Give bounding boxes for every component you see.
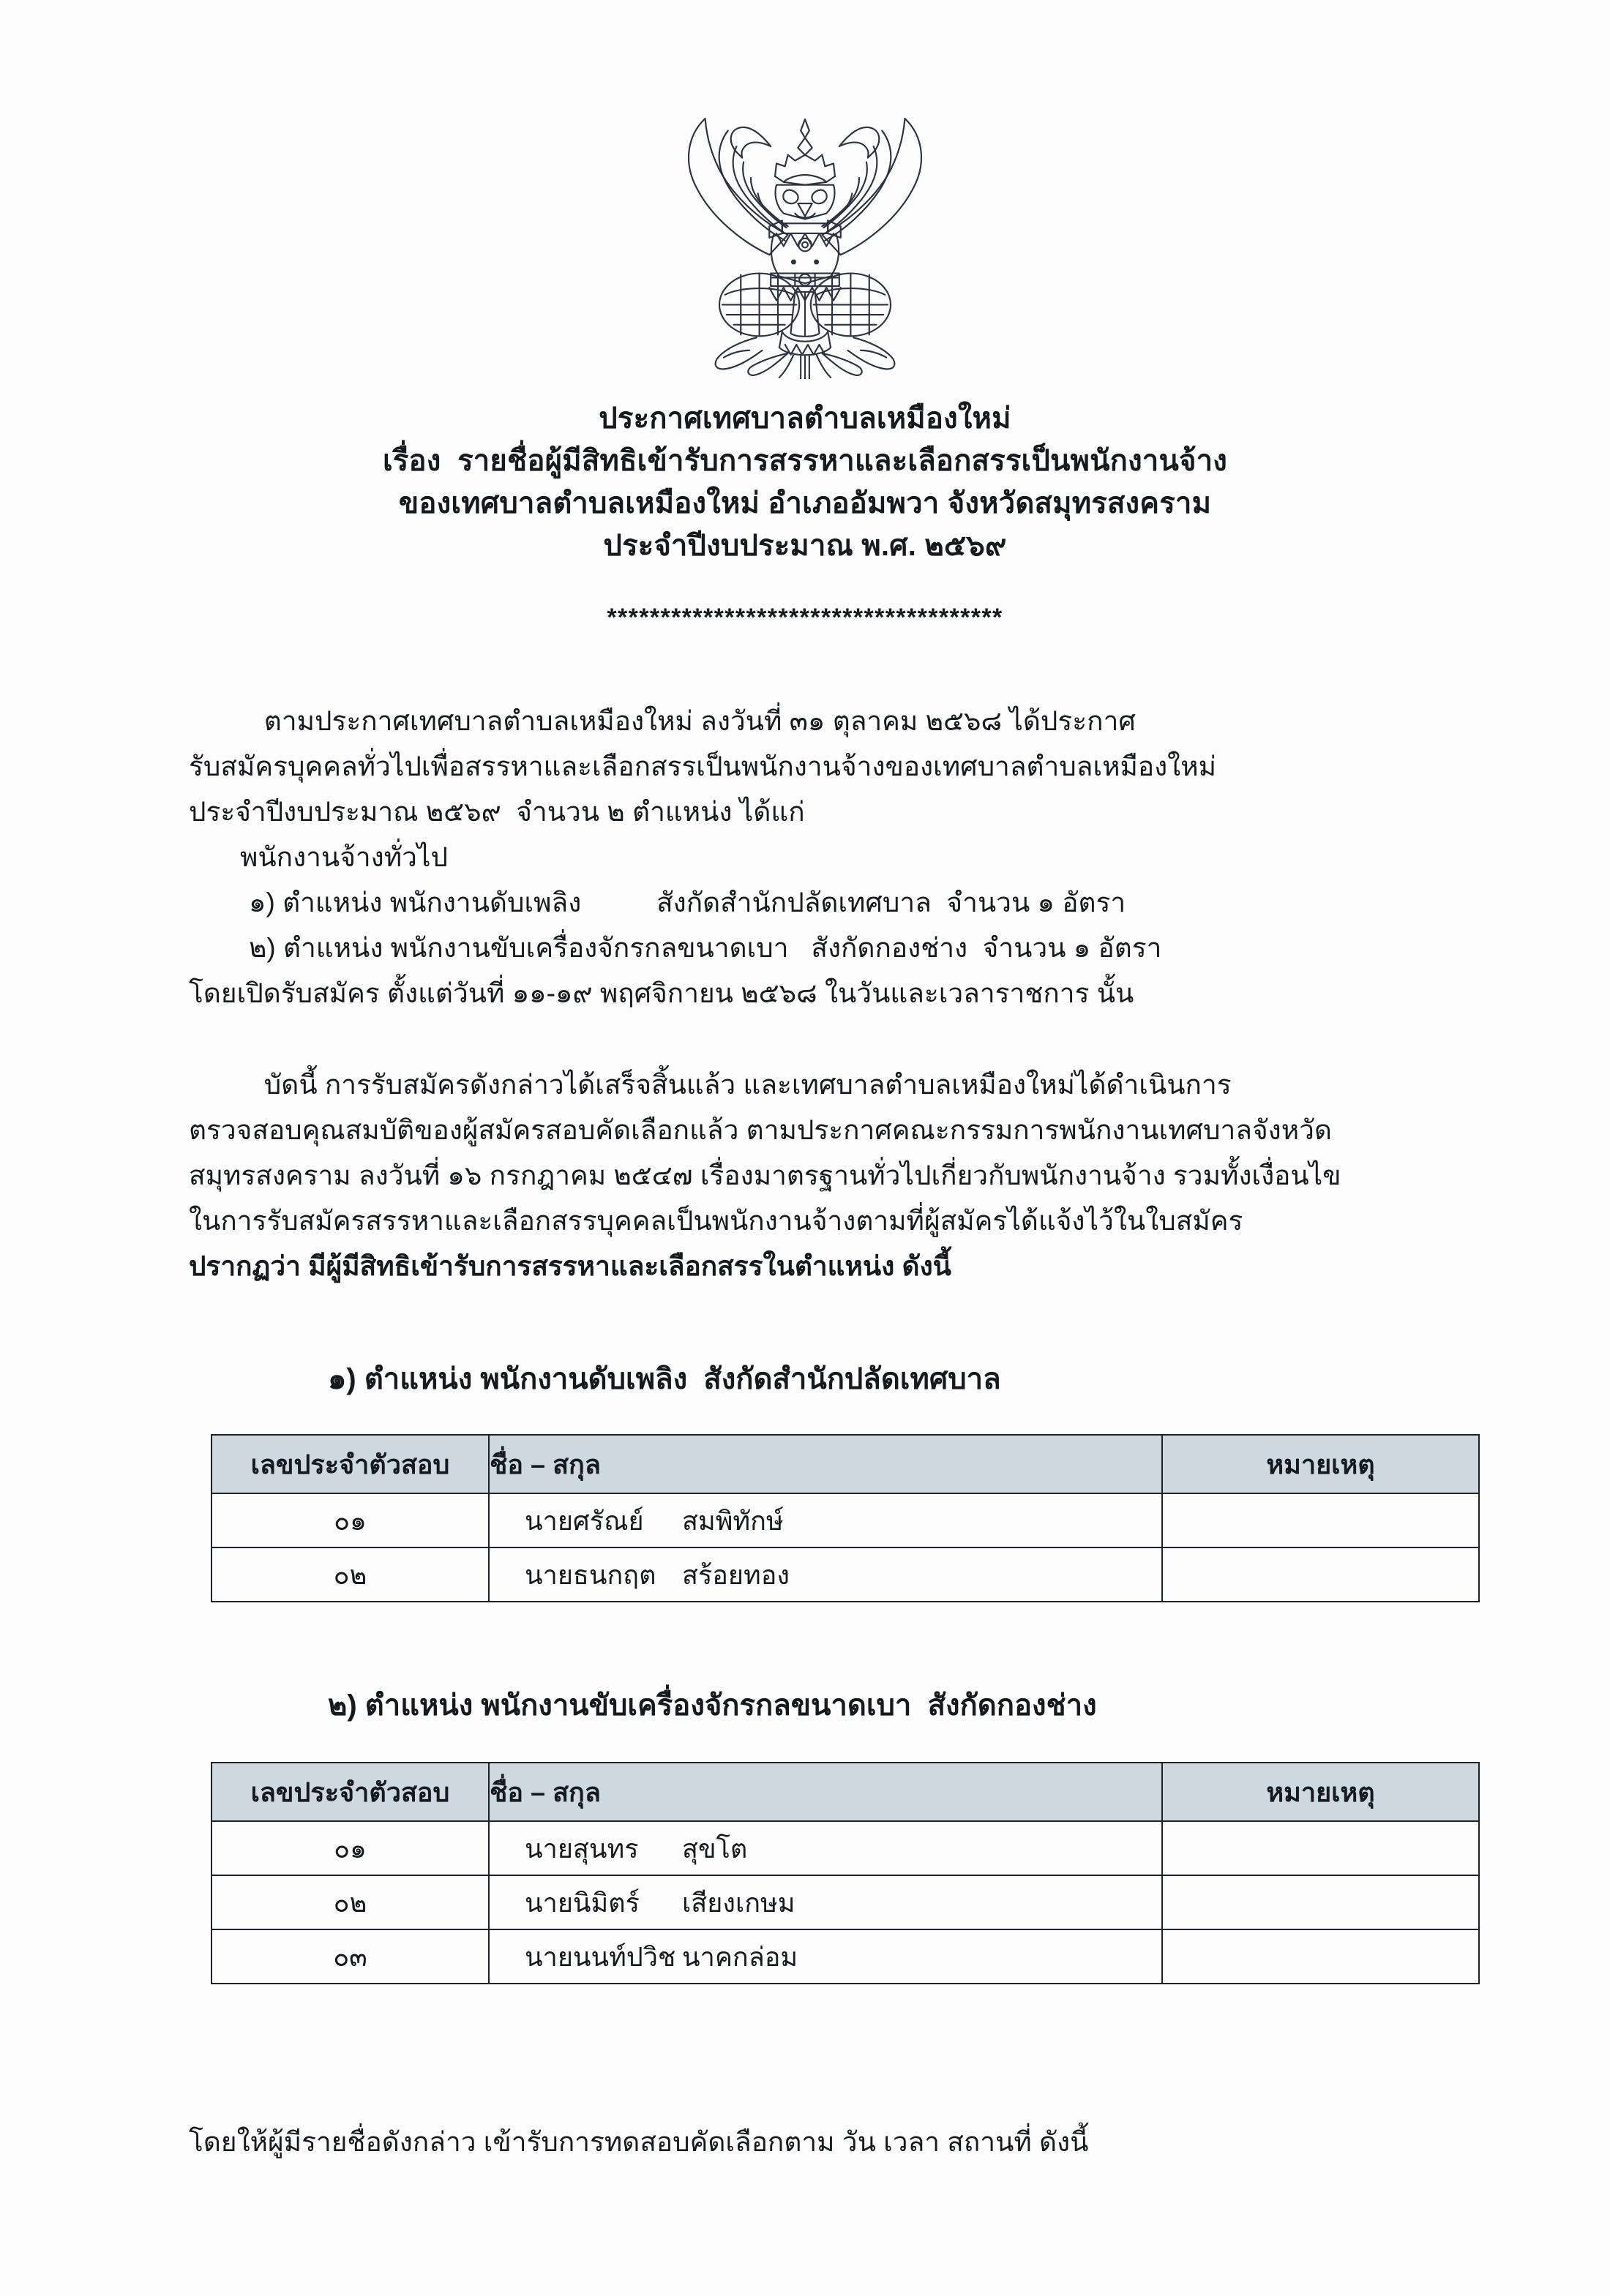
cell-remark: [1162, 1547, 1479, 1602]
paragraph-two: [189, 1062, 1477, 1289]
table-header-row: [211, 1763, 1479, 1821]
paragraph-one-line-3: ประจำปีงบประมาณ ๒๕๖๙ จำนวน ๒ ตำแหน่ง ได้แก่: [189, 797, 805, 827]
emblem-container: [0, 86, 1610, 379]
cell-last-name: สร้อยทอง: [682, 1559, 790, 1590]
cell-full-name: [489, 1493, 1162, 1547]
cell-first-name: นายนิมิตร์: [525, 1887, 640, 1918]
position-group-label: พนักงานจ้างทั่วไป: [240, 842, 449, 872]
cell-last-name: เสียงเกษม: [682, 1887, 795, 1918]
document-title-block: [0, 397, 1610, 567]
cell-exam-id: ๐๒: [211, 1875, 489, 1929]
section-two-table: [211, 1762, 1480, 1984]
paragraph-one: [189, 699, 1477, 1016]
title-line-2: เรื่อง รายชื่อผู้มีสิทธิเข้ารับการสรรหาและเลือกสรรเป็นพนักงานจ้าง: [382, 445, 1228, 477]
paragraph-two-line-2: ตรวจสอบคุณสมบัติของผู้สมัครสอบคัดเลือกแล้ว ตามประกาศคณะกรรมการพนักงานเทศบาลจังหวัด: [189, 1115, 1332, 1145]
cell-full-name: [489, 1821, 1162, 1875]
section-one-title: ๑) ตำแหน่ง พนักงานดับเพลิง สังกัดสำนักปลัดเทศบาล: [328, 1363, 1001, 1395]
cell-exam-id: ๐๑: [211, 1493, 489, 1547]
cell-remark: [1162, 1493, 1479, 1547]
paragraph-two-line-5: ปรากฏว่า มีผู้มีสิทธิเข้ารับการสรรหาและเลือกสรรในตำแหน่ง ดังนี้: [189, 1251, 951, 1281]
garuda-emblem: [662, 86, 948, 379]
table-row: [211, 1875, 1479, 1929]
table-row: [211, 1547, 1479, 1602]
column-header-remark: หมายเหตุ: [1162, 1435, 1479, 1493]
column-header-exam-id: เลขประจำตัวสอบ: [211, 1435, 489, 1493]
paragraph-two-line-1: บัดนี้ การรับสมัครดังกล่าวได้เสร็จสิ้นแล้ว และเทศบาลตำบลเหมืองใหม่ได้ดำเนินการ: [189, 1070, 1232, 1100]
title-separator: *************************************: [607, 604, 1003, 631]
position-item-2: ๒) ตำแหน่ง พนักงานขับเครื่องจักรกลขนาดเบา สังกัดกองช่าง จำนวน ๑ อัตรา: [249, 933, 1162, 963]
footer-note: โดยให้ผู้มีรายชื่อดังกล่าว เข้ารับการทดสอบคัดเลือกตาม วัน เวลา สถานที่ ดังนี้: [189, 2127, 1089, 2157]
section-two-title: ๒) ตำแหน่ง พนักงานขับเครื่องจักรกลขนาดเบา สังกัดกองช่าง: [328, 1689, 1097, 1722]
cell-first-name: นายธนกฤต: [525, 1559, 656, 1590]
cell-full-name: [489, 1929, 1162, 1984]
cell-first-name: นายศรัณย์: [525, 1505, 644, 1536]
cell-remark: [1162, 1929, 1479, 1984]
cell-full-name: [489, 1875, 1162, 1929]
cell-last-name: สมพิทักษ์: [682, 1505, 784, 1536]
title-line-1: ประกาศเทศบาลตำบลเหมืองใหม่: [599, 402, 1011, 435]
cell-first-name: นายสุนทร: [525, 1833, 639, 1864]
column-header-full-name: ชื่อ – สกุล: [489, 1435, 1162, 1493]
cell-remark: [1162, 1821, 1479, 1875]
cell-exam-id: ๐๒: [211, 1547, 489, 1602]
cell-remark: [1162, 1875, 1479, 1929]
table-row: [211, 1493, 1479, 1547]
table-row: [211, 1929, 1479, 1984]
cell-last-name: นาคกล่อม: [682, 1941, 798, 1972]
table-row: [211, 1821, 1479, 1875]
table-header-row: [211, 1435, 1479, 1493]
column-header-remark: หมายเหตุ: [1162, 1763, 1479, 1821]
column-header-exam-id: เลขประจำตัวสอบ: [211, 1763, 489, 1821]
cell-first-name: นายนนท์ปวิช: [525, 1941, 676, 1972]
cell-exam-id: ๐๓: [211, 1929, 489, 1984]
position-closing-line: โดยเปิดรับสมัคร ตั้งแต่วันที่ ๑๑-๑๙ พฤศจิกายน ๒๕๖๘ ในวันและเวลาราชการ นั้น: [189, 978, 1134, 1008]
paragraph-one-line-1: ตามประกาศเทศบาลตำบลเหมืองใหม่ ลงวันที่ ๓๑ ตุลาคม ๒๕๖๘ ได้ประกาศ: [189, 706, 1136, 736]
cell-last-name: สุขโต: [682, 1833, 748, 1864]
title-line-4: ประจำปีงบประมาณ พ.ศ. ๒๕๖๙: [603, 530, 1007, 562]
cell-exam-id: ๐๑: [211, 1821, 489, 1875]
paragraph-two-line-3: สมุทรสงคราม ลงวันที่ ๑๖ กรกฎาคม ๒๕๔๗ เรื่องมาตรฐานทั่วไปเกี่ยวกับพนักงานจ้าง รวมทั้งเงื่อนไข: [189, 1160, 1341, 1190]
position-item-1: ๑) ตำแหน่ง พนักงานดับเพลิง สังกัดสำนักปลัดเทศบาล จำนวน ๑ อัตรา: [249, 888, 1126, 918]
cell-full-name: [489, 1547, 1162, 1602]
column-header-full-name: ชื่อ – สกุล: [489, 1763, 1162, 1821]
title-line-3: ของเทศบาลตำบลเหมืองใหม่ อำเภออัมพวา จังหวัดสมุทรสงคราม: [398, 487, 1212, 519]
section-one-table: [211, 1434, 1480, 1602]
paragraph-one-line-2: รับสมัครบุคคลทั่วไปเพื่อสรรหาและเลือกสรรเป็นพนักงานจ้างของเทศบาลตำบลเหมืองใหม่: [189, 751, 1217, 781]
paragraph-two-line-4: ในการรับสมัครสรรหาและเลือกสรรบุคคลเป็นพนักงานจ้างตามที่ผู้สมัครได้แจ้งไว้ในใบสมัคร: [189, 1206, 1243, 1236]
